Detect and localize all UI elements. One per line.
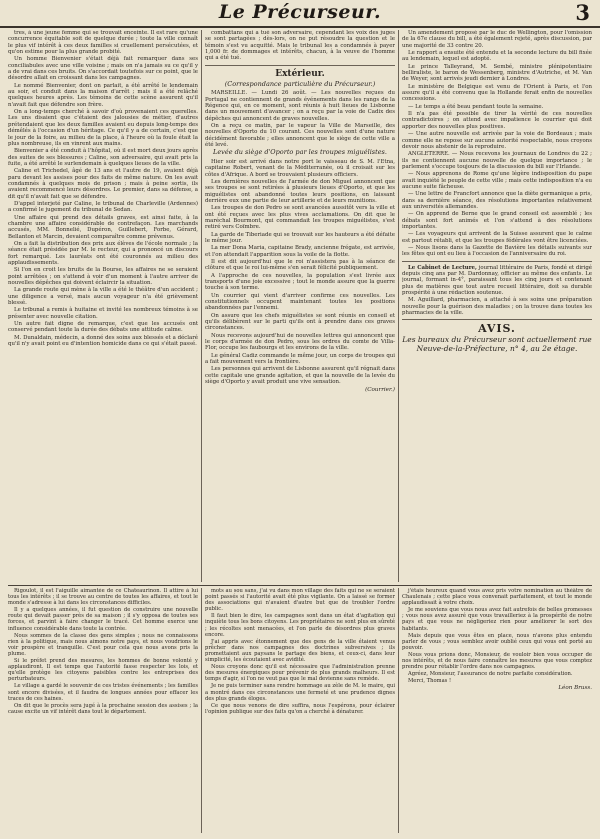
- paragraph: Le nommé Bienvenier, dont on parlait, a été arrêté le lendemain au soir, et conduit dans la maison d'arrêt ; mais il a été relâché quelques heures après. Les témoins de cette scène assurent qu'il n'avait fait que défendre son frère.: [8, 82, 198, 108]
- notice-divider: [402, 319, 592, 320]
- column-1: [8, 30, 198, 582]
- paragraph: Ce que nous venons de dire suffira, nous l'espérons, pour éclairer l'opinion publique sur des faits qu'on a cherché à dénaturer.: [205, 702, 395, 715]
- column-2: [205, 30, 395, 582]
- notice-divider: [402, 261, 592, 262]
- paragraph: tres, à une jeune femme qui se trouvait enceinte. Il est rare qu'une concurrence équitable soit de quelque durée ; toute la ville connaît le plus vif intérêt à ces deux familles si cruellement persécutées, et qu'on estime pour la plus grande probité.: [8, 30, 198, 56]
- feuilleton-column-2: [205, 588, 395, 833]
- column-divider: [398, 30, 399, 582]
- feuilleton-column-1: [8, 588, 198, 833]
- paragraph: j'étais heureux quand vous avez pris votre nomination au théâtre de Chaulenais ; cette place vous convenait parfaitement, et tout le monde applaudissait à votre choix.: [402, 588, 592, 607]
- paragraph: — On apprend de Berne que le grand conseil est assemblé ; les débats sont fort animés et l'on s'attend à des résolutions importantes.: [402, 211, 592, 230]
- avis-text: Les bureaux du Précurseur sont actuellement rue Neuve-de-la-Préfecture, n° 4, au 2e étage.: [402, 335, 592, 354]
- paragraph: — Une autre nouvelle est arrivée par la voie de Bordeaux ; mais comme elle ne repose sur aucune autorité respectable, nous croyons devoir nous abstenir de la reproduire.: [402, 131, 592, 150]
- section-divider: [205, 65, 395, 66]
- masthead: [0, 0, 600, 28]
- notice-heading: Le Cabinet de Lecture,: [408, 264, 477, 271]
- paragraph: ANGLETERRE. — Nous recevons les journaux de Londres du 22 ; ils ne contiennent aucune nouvelle de quelque importance ; le parlement s'occupe toujours de la discussion du bill sur l'Irlande.: [402, 151, 592, 170]
- paragraph: Il n'a pas été possible de tirer la vérité de ces nouvelles contradictoires ; on attend avec impatience le courrier qui doit apporter des nouvelles plus positives.: [402, 111, 592, 130]
- paragraph: Les troupes de don Pedro se sont avancées aussitôt vers la ville et ont été reçues avec les plus vives acclamations. On dit que le maréchal Bourmont, qui commandait les troupes miguélistes, s'est retiré vers Coïmbre.: [205, 205, 395, 231]
- paragraph: Rigoulot, il est l'aiguille aimantée de ce Chateaurinon. Il attire à lui tous les intérêts ; il se trouve au centre de toutes les affaires, et tout le monde s'adresse à lui dans les circonstances difficiles.: [8, 588, 198, 607]
- paragraph: — Nous lisons dans la Gazette de Bavière les détails suivants sur les fêtes qui ont eu lieu à l'occasion de l'anniversaire du roi.: [402, 245, 592, 258]
- paragraph: Un amendement proposé par le duc de Wellington, pour l'omission de la 67e clause du bill, a été également rejeté, après discussion, par une majorité de 33 contre 20.: [402, 30, 592, 49]
- paragraph: A l'approche de ces nouvelles, la population s'est livrée aux transports d'une joie excessive ; tout le monde assure que la guerre touche à son terme.: [205, 272, 395, 292]
- feuilleton-divider: [8, 585, 592, 586]
- paragraph: Il faut bien le dire, les campagnes sont dans un état d'agitation qui inquiète tous les bons citoyens. Les propriétaires ne sont plus en sûreté ; les récoltes sont menacées, et l'on parle de désordres plus graves encore.: [205, 613, 395, 638]
- paragraph: Un autre fait digne de remarque, c'est que les accusés ont conservé pendant toute la durée des débats une attitude calme.: [8, 321, 198, 334]
- feuilleton-section: [8, 588, 592, 833]
- paragraph: Bienvenier a été conduit à l'hôpital, où il est mort deux jours après des suites de ses blessures ; Caline, son adversaire, qui avait pris la fuite, a été arrêté le surlendemain à quelques lieues de la ville.: [8, 148, 198, 167]
- paragraph: Un courrier qui vient d'arriver confirme ces nouvelles. Les constitutionnels occupent maintenant toutes les positions abandonnées par l'ennemi.: [205, 292, 395, 312]
- paragraph: Mais depuis que vous êtes en place, nous n'avons plus entendu parler de vous ; vous semblez avoir oublié ceux qui vous ont porté au pouvoir.: [402, 632, 592, 651]
- paragraph: Un homme Bienvenier s'était déjà fait remarquer dans ses conciliabules avec une ville voisine ; mais on n'a jamais su ce qu'il y a de vrai dans ces bruits. On s'accordait toutefois sur ce point, que le désordre allait en croissant dans les campagnes.: [8, 56, 198, 82]
- paragraph: — Le temps a été beau pendant toute la semaine.: [408, 103, 544, 110]
- paragraph: On a fait la distribution des prix aux élèves de l'école normale ; la séance était présidée par M. le recteur, qui a prononcé un discours fort remarqué. Les lauréats ont été couronnés au milieu des applaudissements.: [8, 241, 198, 267]
- paragraph: Si l'on en croit les bruits de la Bourse, les affaires ne se seraient point arrêtées ; on s'attend à voir d'un moment à l'autre arriver de nouvelles dépêches qui doivent éclaircir la situation.: [8, 267, 198, 287]
- feuilleton-column-3: [402, 588, 592, 833]
- paragraph: — Les voyageurs qui arrivent de la Suisse assurent que le calme est partout rétabli, et que les troupes fédérales vont être licenciées.: [402, 231, 592, 244]
- avis-box: [402, 323, 592, 353]
- column-divider: [201, 588, 202, 833]
- paragraph: M. Dunaldain, médecin, a donné des soins aux blessés et a déclaré qu'il n'y avait point eu d'intention homicide dans ce qui s'était passé.: [8, 334, 198, 348]
- paragraph: mots au sou sans, j'ai vu dans mon village des faits qui ne se seraient point passés si l'autorité avait été plus vigilante. On a laissé se former des associations qui n'avaient d'autre but que de troubler l'ordre public.: [205, 588, 395, 613]
- paragraph: Les dernières nouvelles de l'armée de don Miguel annoncent que ses troupes se sont retirées à plusieurs lieues d'Oporto, et que les miguélistes ont abandonné toutes leurs positions, en laissant derrière eux une partie de leur artillerie et de leurs munitions.: [205, 178, 395, 204]
- paragraph: Je me souviens que vous nous avez fait autrefois de belles promesses ; vous nous avez assuré que vous travailleriez à la prospérité de notre pays et que vous ne négligeriez rien pour améliorer le sort des habitants.: [402, 607, 592, 632]
- avis-title: AVIS.: [478, 322, 516, 336]
- paragraph: — Une lettre de Francfort annonce que la diète germanique a pris, dans sa dernière séance, des résolutions importantes relativement aux universités allemandes.: [402, 191, 592, 210]
- paragraph: Une affaire qui prend des détails graves, est ainsi faite, à la chambre une affaire considérable de contrefaçon. Les marchands accusés, MM. Bonnelié, Dupéron, Guillebert, Forbe, Gérard, Bellanton et Marcin, devaient comparaître comme prévenus.: [8, 214, 198, 240]
- notice-paragraph: [402, 265, 592, 297]
- paragraph: On a reçu ce matin, par le vapeur la Ville de Marseille, des nouvelles d'Oporto du 10 courant. Ces nouvelles sont d'une nature décidément favorable ; elles annoncent que le siège de cette ville a été levé.: [205, 122, 395, 148]
- paragraph: On assure que les chefs miguélistes se sont réunis en conseil et qu'ils délibèrent sur le parti qu'ils ont à prendre dans ces graves circonstances.: [205, 312, 395, 332]
- paragraph: Nous vous prions donc, Monsieur, de vouloir bien vous occuper de nos intérêts, et de nous faire connaître les mesures que vous comptez prendre pour rétablir l'ordre dans nos campagnes.: [402, 651, 592, 671]
- paragraph: Merci, Thomas !: [408, 678, 452, 685]
- column-divider: [398, 588, 399, 833]
- paragraph: Le rapport a ensuite été entendu et la seconde lecture du bill fixée au lendemain, lequel est adopté.: [402, 50, 592, 63]
- paragraph: Les personnes qui arrivent de Lisbonne assurent qu'il régnait dans cette capitale une grande agitation, et que la nouvelle de la levée du siège d'Oporto y avait produit une vive sensation.: [205, 366, 395, 386]
- paragraph: Nous croyons donc qu'il est nécessaire que l'administration prenne des mesures énergiques pour prévenir de plus grands malheurs. Il est temps d'agir, si l'on ne veut pas que le mal devienne sans remède.: [205, 664, 395, 683]
- section-subheading: (Correspondance particulière du Précurseur.): [224, 79, 376, 88]
- paragraph: — Nous apprenons de Rome qu'une légère indisposition du pape avait inquiété le peuple de cette ville ; mais cette indisposition n'a eu aucune suite fâcheuse.: [402, 171, 592, 190]
- paragraph: Caline et Trichedel, âgé de 13 ans et l'autre de 19, avaient déjà paru devant les assises pour des faits de même nature. On les avait condamnés à quelques mois de prison ; mais à peine sortis, ils avaient recommencé leurs désordres. Le premier, dans sa défense, a dit qu'il n'avait fait que se défendre.: [8, 168, 198, 200]
- paragraph: Il y a quelques années, il fut question de construire une nouvelle route qui devait passer près de sa maison ; il s'y opposa de toutes ses forces, et parvint à faire changer le tracé. Cet homme exerce une influence considérable dans toute la contrée.: [8, 607, 198, 632]
- paragraph: D'appel interjeté par Caline, le tribunal de Charleville (Ardennes) a confirmé le jugement du tribunal de Sedan.: [8, 200, 198, 214]
- paragraph: Nous sommes de la classe des gens simples ; nous ne connaissons rien à la politique, mais nous aimons notre pays, et nous voudrions le voir prospère et tranquille. C'est pour cela que nous avons pris la plume.: [8, 632, 198, 657]
- notice-paragraph: M. Aguillard, pharmacien, a attaché à ses soins une préparation nouvelle pour la guérison des maladies ; on la trouve dans toutes les pharmacies de la ville.: [402, 297, 592, 317]
- paragraph: Le prince Talleyrand, M. Sembé, ministre plénipotentiaire belliraliste, le baron de Wessenberg, ministre d'Autriche, et M. Van de Weyer, sont arrivés jeudi dernier à Londres.: [402, 63, 592, 83]
- section-heading-exterieur: Extérieur.: [275, 68, 325, 79]
- paragraph: On a long-temps cherché à savoir d'où provenaient ces querelles. Les uns disaient que c'étaient des jalousies de métier, d'autres prétendaient que les deux familles avaient eu depuis long-temps des démêlés à l'occasion d'un héritage. Ce qu'il y a de certain, c'est que le jour de la foire, au milieu de la place, à l'heure où la foule était la plus nombreuse, ils en vinrent aux mains.: [8, 109, 198, 147]
- paragraph: La garde de Tiberiade qui se trouvait sur les hauteurs a été défaite le même jour.: [205, 231, 395, 244]
- paragraph: La grande route qui mène à la ville a été le théâtre d'un accident ; une diligence a versé, mais aucun voyageur n'a été grièvement blessé.: [8, 287, 198, 307]
- paragraph: Le ministère de Belgique est venu de l'Orient à Paris, et l'on assure qu'il a été convenu que la Hollande ferait enfin de nouvelles concessions.: [402, 83, 592, 103]
- source-label: (Courrier.): [365, 386, 395, 393]
- paragraph: Hier soir est arrivé dans notre port le vaisseau de S. M. l'Etna, capitaine Robert, venant de la Méditerranée, où il croisait sur les côtes d'Afrique. A bord se trouvaient plusieurs officiers.: [205, 158, 395, 178]
- paragraph: Je ne puis terminer sans rendre hommage au zèle de M. le maire, qui a montré dans ces circonstances une fermeté et une prudence dignes des plus grands éloges.: [205, 683, 395, 702]
- paragraph: MARSEILLE. — Lundi 26 août. — Les nouvelles reçues du Portugal ne contiennent de grands événements dans les rangs de la Régence qui, en ce moment, sont réunis à huit lieues de Lisbonne dans un mouvement d'avancer ; on a reçu par la voie de Cadix des dépêches qui annoncent de graves nouvelles.: [205, 90, 395, 122]
- page-number: 3: [575, 0, 590, 25]
- notice-text: journal littéraire de Paris, fondé et dirigé depuis cinq ans par M. Dardonnay, officier au même des enfants. Le journal, formant in-4°, paraissant tous les cinq jours et contenant plus de matières que tout autre recueil littéraire, doit sa durable prospérité à une rédaction soutenue.: [402, 264, 592, 297]
- paragraph: Il est dit aujourd'hui que le roi n'assistera pas à la séance de clôture et que le roi lui-même s'en serait félicité publiquement.: [205, 258, 395, 272]
- paragraph: Le village a gardé le souvenir de ces tristes événements ; les familles sont encore divisées, et il faudra de longues années pour effacer les traces de ces haines.: [8, 683, 198, 702]
- paragraph: On dit que le procès sera jugé à la prochaine session des assises ; la cause excite un vif intérêt dans tout le département.: [8, 702, 198, 715]
- newspaper-title: Le Précurseur.: [218, 1, 382, 23]
- article-subheading: Levée du siège d'Oporto par les troupes miguélistes.: [213, 148, 387, 157]
- paragraph: Si le préfet prend des mesures, les hommes de bonne volonté y applaudiront. Il est temps que l'autorité fasse respecter les lois, et qu'elle protège les citoyens paisibles contre les entreprises des perturbateurs.: [8, 658, 198, 683]
- paragraph: J'ai appris avec étonnement que des gens de la ville étaient venus prêcher dans nos campagnes des doctrines subversives ; ils promettaient aux paysans le partage des biens, et ceux-ci, dans leur simplicité, les écoutaient avec avidité.: [205, 638, 395, 664]
- signature: Léon Bruss.: [558, 685, 592, 692]
- paragraph: combattans qui a tué son adversaire, cependant les voix des juges se sont partagées ; dès-lors, on ne put résoudre la question et le témoin s'est vu acquitté. Mais le tribunal les a condamnés à payer 1,000 fr. de dommages et intérêts, chacun, à la veuve de l'homme qui a été tué.: [205, 30, 395, 62]
- paragraph: Le général Cadiz commande le même jour, un corps de troupes qui a fait mouvement vers la frontière.: [205, 352, 395, 366]
- column-3: [402, 30, 592, 590]
- paragraph: La mer Dona Maria, capitaine Brady, ancienne frégate, est arrivée, et l'on attendait l'apparition sous la voile de la flotte.: [205, 245, 395, 258]
- column-divider: [201, 30, 202, 582]
- paragraph: Agréez, Monsieur, l'assurance de notre parfaite considération.: [408, 671, 573, 678]
- paragraph: Nous recevons aujourd'hui de nouvelles lettres qui annoncent que le corps d'armée de don Pedro, sous les ordres du comte de Villa-Flor, occupe les faubourgs et les environs de la ville.: [205, 332, 395, 352]
- paragraph: Le tribunal a remis à huitaine et invité les nombreux témoins à se présenter avec nouvelle citation.: [8, 307, 198, 320]
